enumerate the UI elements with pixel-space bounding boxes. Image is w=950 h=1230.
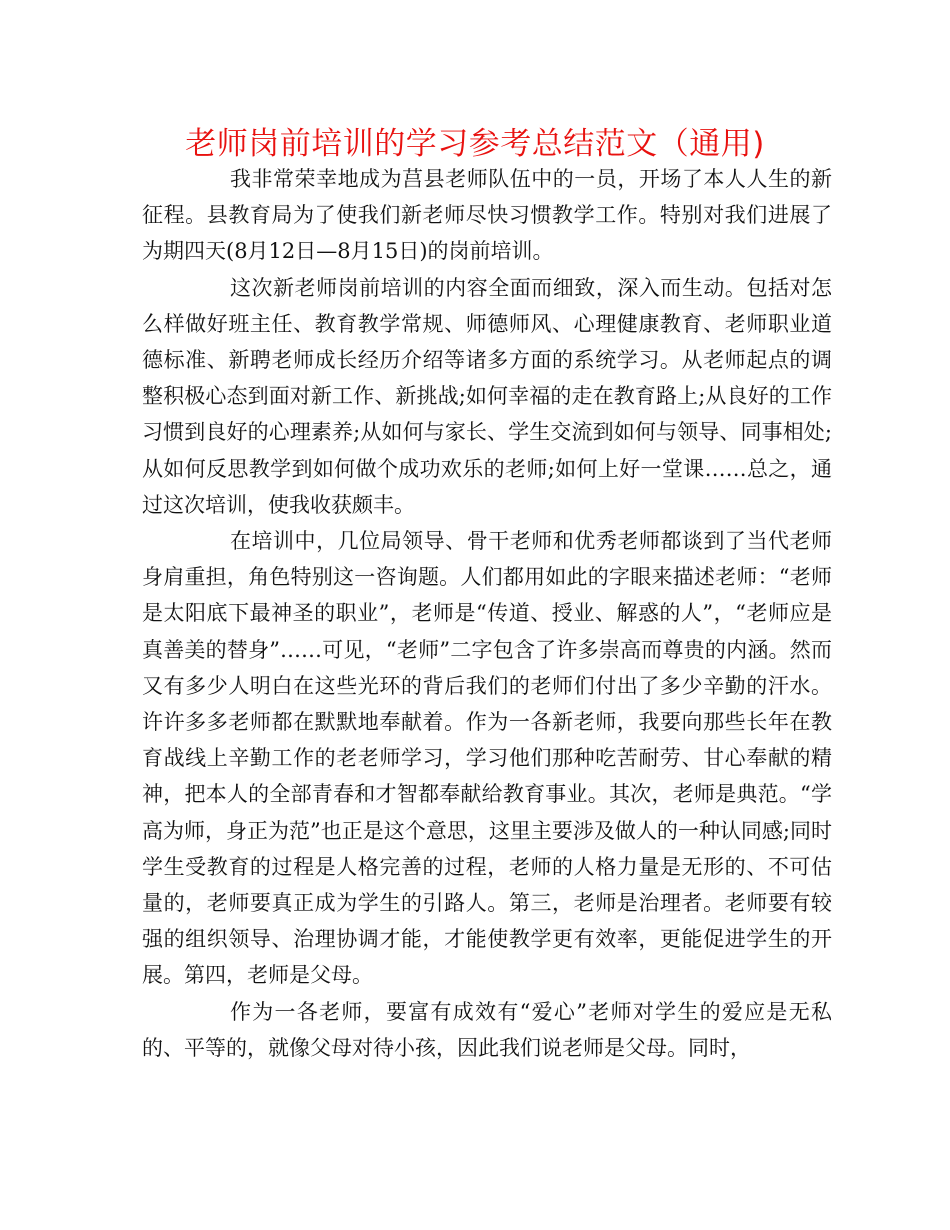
- paragraph-4: 作为一各老师，要富有成效有“爱心”老师对学生的爱应是无私的、平等的，就像父母对待小孩，因此我们说老师是父母。同时，: [142, 999, 832, 1060]
- paragraph-3: 在培训中，几位局领导、骨干老师和优秀老师都谈到了当代老师身肩重担，角色特别这一咨询题。人们都用如此的字眼来描述老师：“老师是太阳底下最神圣的职业”，老师是“传道、授业、解惑的人”，“老师应是真善美的替身”……可见，“老师”二字包含了许多崇高而尊贵的内涵。然而又有多少人明白在这些光环的背后我们的老师们付出了多少辛勤的汗水。许许多多老师都在默默地奉献着。作为一各新老师，我要向那些长年在教育战线上辛勤工作的老老师学习，学习他们那种吃苦耐劳、甘心奉献的精神，把本人的全部青春和才智都奉献给教育事业。其次，老师是典范。“学高为师，身正为范”也正是这个意思，这里主要涉及做人的一种认同感;同时学生受教育的过程是人格完善的过程，老师的人格力量是无形的、不可估量的，老师要真正成为学生的引路人。第三，老师是治理者。老师要有较强的组织领导、治理协调才能，才能使教学更有效率，更能促进学生的开展。第四，老师是父母。: [142, 529, 832, 988]
- document-title: 老师岗前培训的学习参考总结范文（通用): [185, 126, 765, 162]
- document-body: [142, 161, 832, 1066]
- paragraph-1: 我非常荣幸地成为莒县老师队伍中的一员，开场了本人人生的新征程。县教育局为了使我们新老师尽快习惯教学工作。特别对我们进展了为期四天(8月12日—8月15日)的岗前培训。: [142, 167, 832, 264]
- paragraph-2: 这次新老师岗前培训的内容全面而细致，深入而生动。包括对怎么样做好班主任、教育教学常规、师德师风、心理健康教育、老师职业道德标准、新聘老师成长经历介绍等诸多方面的系统学习。从老师起点的调整积极心态到面对新工作、新挑战;如何幸福的走在教育路上;从良好的工作习惯到良好的心理素养;从如何与家长、学生交流到如何与领导、同事相处;从如何反思教学到如何做个成功欢乐的老师;如何上好一堂课……总之，通过这次培训，使我收获颇丰。: [142, 275, 832, 517]
